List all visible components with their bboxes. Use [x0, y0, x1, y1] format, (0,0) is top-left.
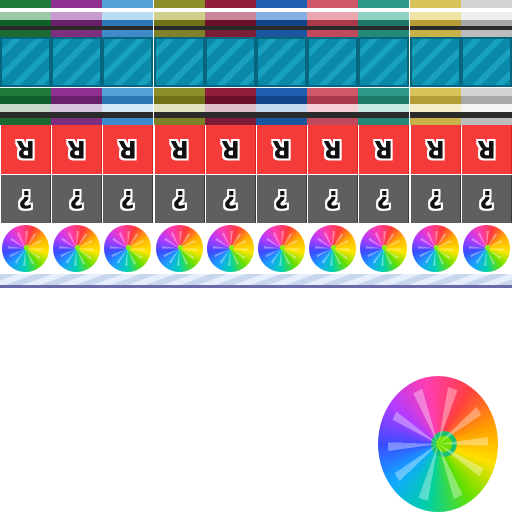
r-block-tile: [52, 125, 102, 174]
color-stripe: [154, 88, 205, 96]
color-stripe: [410, 30, 461, 37]
color-stripe: [256, 0, 307, 8]
color-stripe: [410, 0, 461, 8]
color-stripe: [51, 104, 102, 112]
r-letter-icon: R: [67, 135, 86, 164]
color-stripe: [358, 12, 409, 20]
color-stripe: [256, 104, 307, 112]
question-block-tile: [257, 175, 307, 223]
color-stripe: [358, 0, 409, 8]
color-stripe: [205, 30, 256, 37]
color-stripe: [205, 12, 256, 20]
pipe-tile: [410, 37, 461, 87]
color-stripe: [102, 30, 153, 37]
color-stripe: [410, 12, 461, 20]
r-block-tile: [257, 125, 307, 174]
rainbow-swirl-icon: [258, 225, 305, 272]
sprite-column: [51, 0, 102, 288]
sprite-column: [154, 0, 205, 288]
r-letter-icon: R: [323, 135, 342, 164]
color-stripe: [102, 104, 153, 112]
color-stripe: [154, 0, 205, 8]
color-stripe: [51, 12, 102, 20]
color-stripe: [205, 88, 256, 96]
color-stripe: [410, 118, 461, 125]
color-stripe: [358, 30, 409, 37]
color-stripe: [0, 96, 51, 104]
color-stripe: [102, 118, 153, 125]
question-block-tile: [462, 175, 512, 223]
color-stripe: [102, 12, 153, 20]
r-block-tile: [462, 125, 512, 174]
r-letter-icon: R: [16, 135, 35, 164]
color-stripe: [0, 30, 51, 37]
question-mark-icon: ?: [223, 185, 238, 214]
color-stripe: [461, 96, 512, 104]
rainbow-swirl-icon: [207, 225, 254, 272]
pipe-tile: [256, 37, 307, 87]
rainbow-swirl-icon: [360, 225, 407, 272]
question-mark-icon: ?: [120, 185, 135, 214]
color-stripe: [307, 104, 358, 112]
color-stripe: [256, 12, 307, 20]
question-block-tile: [155, 175, 205, 223]
rainbow-swirl-icon: [309, 225, 356, 272]
rainbow-swirl-icon: [2, 225, 49, 272]
color-stripe: [307, 88, 358, 96]
color-stripe: [154, 30, 205, 37]
pipe-tile: [358, 37, 409, 87]
color-stripe: [0, 118, 51, 125]
r-block-tile: [206, 125, 256, 174]
floor-line: [0, 285, 512, 288]
color-stripe: [51, 118, 102, 125]
color-stripe: [102, 0, 153, 8]
r-block-tile: [359, 125, 409, 174]
color-stripe: [307, 0, 358, 8]
question-block-tile: [308, 175, 358, 223]
color-stripe: [410, 96, 461, 104]
color-stripe: [461, 30, 512, 37]
r-letter-icon: R: [477, 135, 496, 164]
rainbow-swirl-icon: [156, 225, 203, 272]
color-stripe: [154, 104, 205, 112]
color-stripe: [154, 96, 205, 104]
r-block-tile: [1, 125, 51, 174]
pipe-tile: [307, 37, 358, 87]
sprite-column: [358, 0, 409, 288]
color-stripe: [0, 104, 51, 112]
color-stripe: [0, 0, 51, 8]
question-block-tile: [103, 175, 153, 223]
color-stripe: [205, 96, 256, 104]
pipe-tile: [51, 37, 102, 87]
sprite-column: [461, 0, 512, 288]
sprite-column: [307, 0, 358, 288]
color-stripe: [461, 12, 512, 20]
r-block-tile: [308, 125, 358, 174]
color-stripe: [205, 104, 256, 112]
question-block-tile: [359, 175, 409, 223]
r-letter-icon: R: [272, 135, 291, 164]
question-block-tile: [1, 175, 51, 223]
question-mark-icon: ?: [479, 185, 494, 214]
r-letter-icon: R: [425, 135, 445, 164]
color-stripe: [410, 104, 461, 112]
sprite-column: [410, 0, 461, 288]
color-stripe: [102, 88, 153, 96]
question-mark-icon: ?: [172, 185, 187, 214]
color-stripe: [358, 96, 409, 104]
question-mark-icon: ?: [18, 185, 33, 214]
pipe-tile: [205, 37, 256, 87]
sprite-column: [0, 0, 51, 288]
color-stripe: [256, 30, 307, 37]
color-stripe: [461, 0, 512, 8]
question-mark-icon: ?: [428, 185, 443, 214]
pipe-tile: [154, 37, 205, 87]
pipe-tile: [461, 37, 512, 87]
color-stripe: [410, 88, 461, 96]
color-stripe: [51, 96, 102, 104]
question-block-tile: [206, 175, 256, 223]
color-stripe: [461, 118, 512, 125]
r-block-tile: [155, 125, 205, 174]
color-stripe: [307, 12, 358, 20]
color-stripe: [51, 0, 102, 8]
pipe-tile: [102, 37, 153, 87]
color-stripe: [154, 118, 205, 125]
question-mark-icon: ?: [69, 185, 84, 214]
r-letter-icon: R: [221, 135, 240, 164]
color-stripe: [307, 30, 358, 37]
rainbow-swirl-icon: [53, 225, 100, 272]
color-stripe: [102, 96, 153, 104]
sprite-column: [102, 0, 153, 288]
color-stripe: [461, 88, 512, 96]
rainbow-swirl-icon: [463, 225, 510, 272]
color-stripe: [256, 96, 307, 104]
color-stripe: [205, 0, 256, 8]
color-stripe: [358, 88, 409, 96]
color-stripe: [461, 104, 512, 112]
large-rainbow-swirl-icon: [378, 376, 498, 512]
rainbow-swirl-icon: [412, 225, 459, 272]
rainbow-swirl-icon: [104, 225, 151, 272]
r-letter-icon: R: [118, 135, 138, 164]
r-letter-icon: R: [374, 135, 394, 164]
color-stripe: [358, 118, 409, 125]
r-letter-icon: R: [169, 135, 189, 164]
color-stripe: [154, 12, 205, 20]
color-stripe: [256, 88, 307, 96]
color-stripe: [51, 88, 102, 96]
color-stripe: [256, 118, 307, 125]
color-stripe: [0, 88, 51, 96]
r-block-tile: [103, 125, 153, 174]
color-stripe: [0, 12, 51, 20]
color-stripe: [51, 30, 102, 37]
color-stripe: [307, 96, 358, 104]
pipe-tile: [0, 37, 51, 87]
question-block-tile: [411, 175, 461, 223]
question-mark-icon: ?: [325, 185, 340, 214]
r-block-tile: [411, 125, 461, 174]
question-block-tile: [52, 175, 102, 223]
color-stripe: [358, 104, 409, 112]
color-stripe: [307, 118, 358, 125]
question-mark-icon: ?: [376, 185, 391, 214]
sprite-column: [256, 0, 307, 288]
sprite-column: [205, 0, 256, 288]
color-stripe: [205, 118, 256, 125]
question-mark-icon: ?: [274, 185, 289, 214]
